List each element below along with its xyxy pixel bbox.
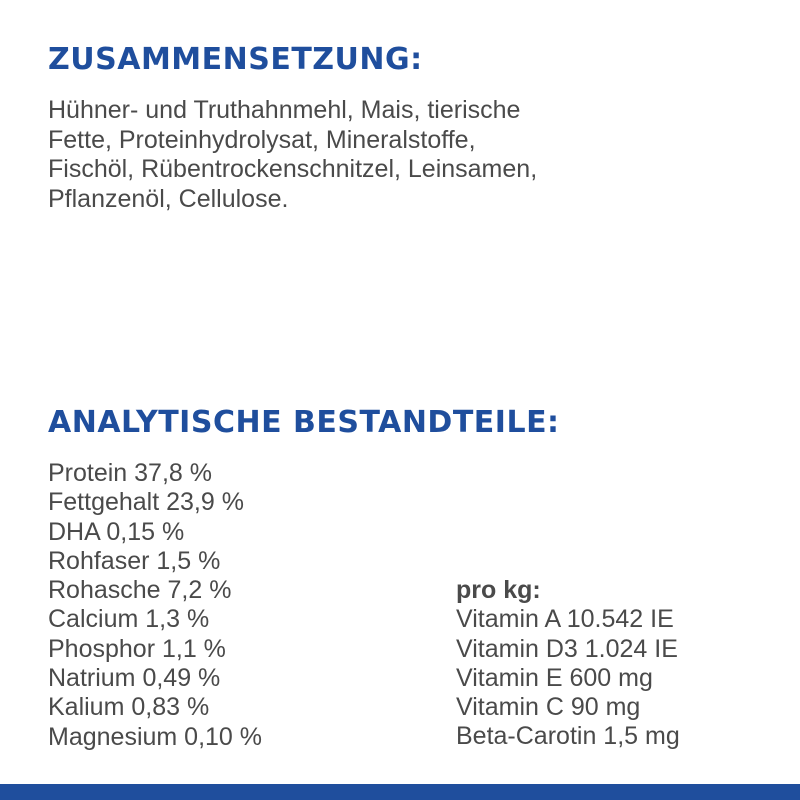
nutrient-item: Rohfaser 1,5 % bbox=[48, 546, 221, 575]
nutrient-item: Magnesium 0,10 % bbox=[48, 722, 263, 751]
nutrient-list bbox=[48, 459, 262, 752]
analysis-heading: ANALYTISCHE BESTANDTEILE: bbox=[48, 405, 560, 440]
bottom-accent-bar bbox=[0, 784, 800, 800]
composition-text bbox=[48, 96, 748, 214]
nutrient-item: Fettgehalt 23,9 % bbox=[48, 488, 244, 517]
composition-line: Pflanzenöl, Cellulose. bbox=[48, 184, 289, 213]
nutrient-item: Kalium 0,83 % bbox=[48, 693, 210, 722]
nutrient-item: Natrium 0,49 % bbox=[48, 664, 221, 693]
vitamin-item: Vitamin C 90 mg bbox=[456, 693, 641, 722]
vitamin-item: Beta-Carotin 1,5 mg bbox=[456, 722, 680, 751]
per-kg-label: pro kg: bbox=[456, 576, 541, 604]
composition-line: Fette, Proteinhydrolysat, Mineralstoffe, bbox=[48, 125, 476, 154]
composition-line: Hühner- und Truthahnmehl, Mais, tierische bbox=[48, 96, 521, 124]
nutrient-item: Phosphor 1,1 % bbox=[48, 634, 226, 663]
nutrient-item: Calcium 1,3 % bbox=[48, 605, 210, 634]
vitamin-list bbox=[456, 576, 680, 752]
vitamin-item: Vitamin A 10.542 IE bbox=[456, 605, 674, 634]
composition-heading: ZUSAMMENSETZUNG: bbox=[48, 42, 423, 77]
vitamin-item: Vitamin E 600 mg bbox=[456, 663, 653, 692]
vitamin-item: Vitamin D3 1.024 IE bbox=[456, 634, 678, 663]
composition-line: Fischöl, Rübentrockenschnitzel, Leinsamen, bbox=[48, 155, 538, 183]
nutrient-item: DHA 0,15 % bbox=[48, 517, 185, 546]
nutrient-item: Protein 37,8 % bbox=[48, 459, 212, 487]
nutrient-item: Rohasche 7,2 % bbox=[48, 576, 232, 605]
